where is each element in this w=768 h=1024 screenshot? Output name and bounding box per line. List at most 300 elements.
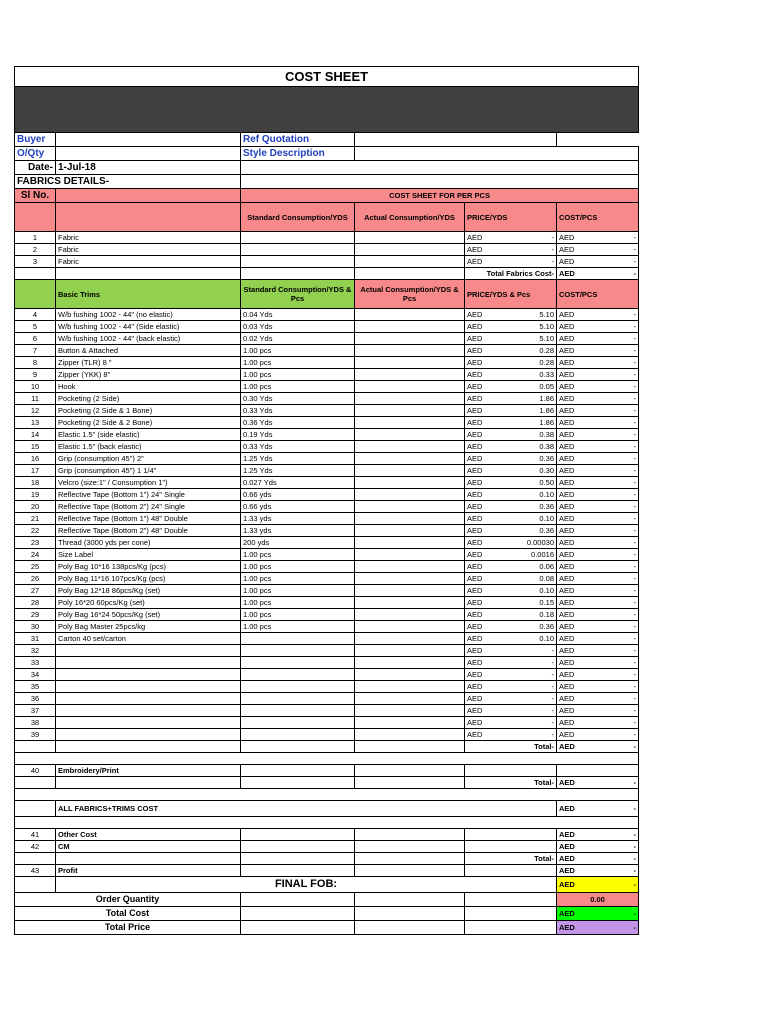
blank-cell: [241, 841, 355, 853]
cost-cell: [557, 256, 639, 268]
blank-cell: [355, 841, 465, 853]
currency-value: [559, 393, 636, 404]
total-fabrics-cost-value: [557, 268, 639, 280]
currency-value: [559, 803, 636, 814]
currency-label: AED: [467, 718, 483, 727]
blank-cell: [15, 853, 56, 865]
blank-cell: [56, 268, 241, 280]
currency-value: [467, 381, 554, 392]
trims-std-header: Standard Consumption/YDS & Pcs: [241, 280, 355, 309]
currency-value: [559, 369, 636, 380]
price-cell[interactable]: [465, 693, 557, 705]
std-consumption[interactable]: [241, 717, 355, 729]
act-consumption[interactable]: [355, 309, 465, 321]
item-name[interactable]: Other Cost: [56, 829, 241, 841]
currency-label: AED: [559, 923, 575, 932]
act-consumption[interactable]: [355, 244, 465, 256]
price-cell[interactable]: [465, 645, 557, 657]
act-consumption[interactable]: [355, 669, 465, 681]
row-number: 35: [15, 681, 56, 693]
ref-quotation-value[interactable]: [355, 133, 557, 147]
buyer-label: Buyer: [15, 133, 56, 147]
std-consumption[interactable]: 1.25 Yds: [241, 465, 355, 477]
price-cell[interactable]: [465, 453, 557, 465]
price-cell[interactable]: [465, 244, 557, 256]
act-consumption[interactable]: [355, 705, 465, 717]
currency-label: AED: [559, 742, 575, 751]
order-quantity-value[interactable]: 0.00: [557, 893, 639, 907]
currency-value: [559, 693, 636, 704]
currency-label: AED: [467, 490, 483, 499]
price-cell[interactable]: [465, 609, 557, 621]
std-consumption[interactable]: 0.30 Yds: [241, 393, 355, 405]
item-name[interactable]: [56, 729, 241, 741]
currency-label: AED: [559, 658, 575, 667]
item-name[interactable]: CM: [56, 841, 241, 853]
price-cell[interactable]: [465, 405, 557, 417]
item-name[interactable]: Zipper (TLR) 8 ": [56, 357, 241, 369]
std-consumption[interactable]: 1.00 pcs: [241, 561, 355, 573]
price-cell[interactable]: [465, 633, 557, 645]
act-consumption[interactable]: [355, 465, 465, 477]
trims-cost-header: COST/PCS: [557, 280, 639, 309]
std-consumption[interactable]: [241, 645, 355, 657]
act-consumption[interactable]: [355, 765, 465, 777]
blank-cell: [355, 777, 465, 789]
item-name[interactable]: Pocketing (2 Side & 2 Bone): [56, 417, 241, 429]
currency-value: [467, 513, 554, 524]
item-name[interactable]: Fabric: [56, 256, 241, 268]
item-name[interactable]: Poly Bag 12*18 86pcs/Kg (set): [56, 585, 241, 597]
amount-value: 0.38: [539, 442, 554, 451]
price-cell[interactable]: [465, 717, 557, 729]
price-cell[interactable]: [465, 477, 557, 489]
act-consumption[interactable]: [355, 369, 465, 381]
amount-value: -: [633, 346, 637, 355]
table-row: [15, 465, 639, 477]
amount-value: -: [633, 718, 637, 727]
cost-cell: [557, 693, 639, 705]
std-consumption[interactable]: 1.00 pcs: [241, 345, 355, 357]
price-cell[interactable]: [465, 597, 557, 609]
table-row: [15, 921, 639, 935]
price-cell[interactable]: [465, 681, 557, 693]
currency-label: AED: [559, 394, 575, 403]
row-number: 18: [15, 477, 56, 489]
act-consumption[interactable]: [355, 321, 465, 333]
act-consumption[interactable]: [355, 489, 465, 501]
currency-value: [559, 741, 636, 752]
buyer-value[interactable]: [56, 133, 241, 147]
act-consumption[interactable]: [355, 501, 465, 513]
date-value[interactable]: 1-Jul-18: [56, 161, 241, 175]
price-cell[interactable]: [465, 573, 557, 585]
std-consumption[interactable]: 0.66 yds: [241, 489, 355, 501]
item-name[interactable]: Poly Bag 11*16 107pcs/Kg (pcs): [56, 573, 241, 585]
price-cell[interactable]: [465, 513, 557, 525]
table-row: [15, 333, 639, 345]
table-row: [15, 705, 639, 717]
row-number: 19: [15, 489, 56, 501]
item-name[interactable]: Pocketing (2 Side & 1 Bone): [56, 405, 241, 417]
price-cell[interactable]: [465, 537, 557, 549]
cost-cell: [557, 381, 639, 393]
amount-value: 0.10: [539, 586, 554, 595]
amount-value: -: [633, 358, 637, 367]
act-consumption[interactable]: [355, 357, 465, 369]
item-name[interactable]: Poly 16*20 60pcs/Kg (set): [56, 597, 241, 609]
act-consumption[interactable]: [355, 645, 465, 657]
currency-value: [559, 573, 636, 584]
cost-cell: [557, 525, 639, 537]
act-consumption[interactable]: [355, 417, 465, 429]
item-name[interactable]: [56, 693, 241, 705]
currency-label: AED: [559, 358, 575, 367]
act-consumption[interactable]: [355, 573, 465, 585]
amount-value: -: [633, 730, 637, 739]
table-row: [15, 441, 639, 453]
item-name[interactable]: Zipper (YKK) 8": [56, 369, 241, 381]
currency-value: [559, 829, 636, 840]
price-cell[interactable]: [465, 585, 557, 597]
item-name[interactable]: Carton 40 set/carton: [56, 633, 241, 645]
price-cell[interactable]: [465, 669, 557, 681]
price-cell[interactable]: [465, 333, 557, 345]
profit-value: [557, 865, 639, 877]
price-cell[interactable]: [465, 561, 557, 573]
std-consumption[interactable]: 200 yds: [241, 537, 355, 549]
currency-value: [559, 357, 636, 368]
item-name[interactable]: Pocketing (2 Side): [56, 393, 241, 405]
act-consumption[interactable]: [355, 232, 465, 244]
row-number: 30: [15, 621, 56, 633]
std-consumption[interactable]: 1.00 pcs: [241, 369, 355, 381]
std-consumption[interactable]: [241, 681, 355, 693]
price-cell[interactable]: [465, 489, 557, 501]
std-consumption[interactable]: 1.33 yds: [241, 513, 355, 525]
std-consumption[interactable]: 1.00 pcs: [241, 597, 355, 609]
table-row: [15, 429, 639, 441]
amount-value: -: [633, 233, 637, 242]
price-cell[interactable]: [465, 309, 557, 321]
price-cell[interactable]: [465, 705, 557, 717]
table-row: [15, 717, 639, 729]
act-consumption[interactable]: [355, 633, 465, 645]
act-consumption[interactable]: [355, 333, 465, 345]
std-consumption[interactable]: [241, 693, 355, 705]
currency-value: [559, 669, 636, 680]
currency-label: AED: [467, 574, 483, 583]
currency-value: [467, 657, 554, 668]
price-cell[interactable]: [465, 369, 557, 381]
currency-value: [467, 429, 554, 440]
row-number: 11: [15, 393, 56, 405]
std-consumption[interactable]: 0.66 yds: [241, 501, 355, 513]
item-name[interactable]: Reflective Tape (Bottom 2") 24" Single: [56, 501, 241, 513]
item-name[interactable]: [56, 717, 241, 729]
other-total-value: [557, 853, 639, 865]
item-name[interactable]: Button & Attached: [56, 345, 241, 357]
blank-cell: [241, 777, 355, 789]
std-consumption[interactable]: 1.00 pcs: [241, 609, 355, 621]
currency-label: AED: [467, 334, 483, 343]
amount-value: -: [633, 502, 637, 511]
item-name[interactable]: W/b fushing 1002 - 44" (back elastic): [56, 333, 241, 345]
item-name[interactable]: W/b fushing 1002 - 44" (Side elastic): [56, 321, 241, 333]
amount-value: -: [633, 854, 637, 863]
item-name[interactable]: Reflective Tape (Bottom 1") 24" Single: [56, 489, 241, 501]
item-name[interactable]: Fabric: [56, 232, 241, 244]
item-name[interactable]: Velcro (size:1" / Consumption 1"): [56, 477, 241, 489]
cost-cell: [557, 585, 639, 597]
currency-value: [559, 453, 636, 464]
style-description-label: Style Description: [241, 147, 355, 161]
row-number: 13: [15, 417, 56, 429]
item-name[interactable]: [56, 645, 241, 657]
total-fabrics-cost-label: Total Fabrics Cost-: [465, 268, 557, 280]
amount-value: 1.86: [539, 406, 554, 415]
act-consumption[interactable]: [355, 729, 465, 741]
price-cell[interactable]: [465, 232, 557, 244]
currency-label: AED: [559, 322, 575, 331]
price-cell[interactable]: [465, 441, 557, 453]
act-consumption[interactable]: [355, 405, 465, 417]
other-total-label: Total-: [465, 853, 557, 865]
amount-value: 0.00030: [526, 538, 554, 547]
item-name[interactable]: Poly Bag 10*16 138pcs/Kg (pcs): [56, 561, 241, 573]
price-cell[interactable]: [465, 501, 557, 513]
currency-value: [559, 621, 636, 632]
currency-label: AED: [559, 670, 575, 679]
act-consumption[interactable]: [355, 717, 465, 729]
currency-label: AED: [559, 257, 575, 266]
std-consumption[interactable]: 1.00 pcs: [241, 549, 355, 561]
currency-value: [467, 621, 554, 632]
std-consumption[interactable]: [241, 705, 355, 717]
cost-cell: [557, 405, 639, 417]
blank-cell: [465, 829, 557, 841]
price-cell[interactable]: [465, 429, 557, 441]
price-cell[interactable]: [465, 549, 557, 561]
std-consumption[interactable]: 1.25 Yds: [241, 453, 355, 465]
act-consumption[interactable]: [355, 561, 465, 573]
currency-label: AED: [559, 478, 575, 487]
currency-value: [467, 645, 554, 656]
std-consumption[interactable]: [241, 729, 355, 741]
std-consumption[interactable]: [241, 657, 355, 669]
currency-value: [467, 669, 554, 680]
price-cell[interactable]: [465, 729, 557, 741]
currency-label: AED: [467, 646, 483, 655]
act-consumption[interactable]: [355, 381, 465, 393]
row-number: 24: [15, 549, 56, 561]
price-cell[interactable]: [465, 525, 557, 537]
amount-value: -: [633, 478, 637, 487]
act-consumption[interactable]: [355, 477, 465, 489]
std-consumption[interactable]: 0.19 Yds: [241, 429, 355, 441]
amount-value: -: [633, 322, 637, 331]
total-price-label: Total Price: [15, 921, 241, 935]
blank-cell: [56, 189, 241, 203]
std-consumption[interactable]: [241, 633, 355, 645]
amount-value: 0.50: [539, 478, 554, 487]
act-consumption[interactable]: [355, 681, 465, 693]
std-consumption[interactable]: 0.03 Yds: [241, 321, 355, 333]
price-cell[interactable]: [465, 765, 557, 777]
currency-value: [559, 717, 636, 728]
std-consumption[interactable]: 1.33 yds: [241, 525, 355, 537]
currency-value: [467, 525, 554, 536]
item-name[interactable]: Elastic 1.5" (side elastic): [56, 429, 241, 441]
act-consumption[interactable]: [355, 453, 465, 465]
table-row: [15, 753, 639, 765]
table-row: [15, 609, 639, 621]
std-consumption[interactable]: [241, 232, 355, 244]
item-name[interactable]: Grip (consumption 45") 1 1/4": [56, 465, 241, 477]
std-consumption[interactable]: 0.027 Yds: [241, 477, 355, 489]
currency-label: AED: [559, 382, 575, 391]
act-consumption[interactable]: [355, 549, 465, 561]
currency-label: AED: [467, 502, 483, 511]
price-cell[interactable]: [465, 657, 557, 669]
std-consumption[interactable]: [241, 765, 355, 777]
price-cell[interactable]: [465, 345, 557, 357]
item-name[interactable]: [56, 705, 241, 717]
cost-cell: [557, 417, 639, 429]
item-name[interactable]: [56, 657, 241, 669]
std-consumption[interactable]: 1.00 pcs: [241, 573, 355, 585]
row-number: 8: [15, 357, 56, 369]
item-name[interactable]: Reflective Tape (Bottom 1") 48" Double: [56, 513, 241, 525]
act-consumption[interactable]: [355, 441, 465, 453]
item-name[interactable]: Profit: [56, 865, 241, 877]
cost-cell: [557, 717, 639, 729]
currency-value: [559, 777, 636, 788]
std-consumption[interactable]: [241, 244, 355, 256]
cost-cell: [557, 309, 639, 321]
act-consumption[interactable]: [355, 256, 465, 268]
price-cell[interactable]: [465, 256, 557, 268]
price-cell[interactable]: [465, 465, 557, 477]
act-consumption[interactable]: [355, 657, 465, 669]
table-row: [15, 741, 639, 753]
amount-value: -: [633, 880, 637, 889]
act-consumption[interactable]: [355, 345, 465, 357]
std-consumption[interactable]: 0.33 Yds: [241, 441, 355, 453]
item-name[interactable]: Fabric: [56, 244, 241, 256]
amount-value: 0.0016: [531, 550, 554, 559]
item-name[interactable]: W/b fushing 1002 - 44" (no elastic): [56, 309, 241, 321]
price-cell[interactable]: [465, 321, 557, 333]
item-name[interactable]: [56, 669, 241, 681]
qty-value[interactable]: [56, 147, 241, 161]
amount-value: -: [633, 706, 637, 715]
act-consumption[interactable]: [355, 525, 465, 537]
act-consumption[interactable]: [355, 693, 465, 705]
item-name[interactable]: Embroidery/Print: [56, 765, 241, 777]
row-number: 23: [15, 537, 56, 549]
std-consumption[interactable]: 0.02 Yds: [241, 333, 355, 345]
cost-cell: [557, 621, 639, 633]
act-consumption[interactable]: [355, 429, 465, 441]
act-consumption[interactable]: [355, 513, 465, 525]
std-consumption[interactable]: 0.04 Yds: [241, 309, 355, 321]
price-cell[interactable]: [465, 357, 557, 369]
price-cell[interactable]: [465, 381, 557, 393]
act-consumption[interactable]: [355, 585, 465, 597]
act-consumption[interactable]: [355, 609, 465, 621]
blank-cell: [465, 907, 557, 921]
amount-value: -: [633, 442, 637, 451]
table-row: [15, 681, 639, 693]
std-consumption[interactable]: 1.00 pcs: [241, 381, 355, 393]
std-consumption[interactable]: 0.33 Yds: [241, 405, 355, 417]
currency-label: AED: [559, 346, 575, 355]
std-consumption[interactable]: 1.00 pcs: [241, 585, 355, 597]
table-row: [15, 801, 639, 817]
currency-label: AED: [559, 880, 575, 889]
std-consumption[interactable]: 1.00 pcs: [241, 357, 355, 369]
currency-label: AED: [559, 562, 575, 571]
item-name[interactable]: Grip (consumption 45") 2": [56, 453, 241, 465]
currency-value: [467, 585, 554, 596]
blank-cell: [355, 829, 465, 841]
trims-act-header: Actual Consumption/YDS & Pcs: [355, 280, 465, 309]
currency-label: AED: [467, 562, 483, 571]
std-consumption[interactable]: [241, 256, 355, 268]
std-consumption[interactable]: 1.00 pcs: [241, 621, 355, 633]
amount-value: 1.86: [539, 418, 554, 427]
item-name[interactable]: Elastic 1.5" (back elastic): [56, 441, 241, 453]
amount-value: -: [633, 804, 637, 813]
act-consumption[interactable]: [355, 597, 465, 609]
cost-cell: [557, 441, 639, 453]
item-name[interactable]: Thread (3000 yds per cone): [56, 537, 241, 549]
price-cell[interactable]: [465, 393, 557, 405]
item-name[interactable]: Reflective Tape (Bottom 2") 48" Double: [56, 525, 241, 537]
item-name[interactable]: Size Label: [56, 549, 241, 561]
amount-value: 0.28: [539, 358, 554, 367]
item-name[interactable]: [56, 681, 241, 693]
std-consumption[interactable]: 0.36 Yds: [241, 417, 355, 429]
row-number: 3: [15, 256, 56, 268]
amount-value: -: [633, 694, 637, 703]
amount-value: 0.06: [539, 562, 554, 571]
currency-value: [467, 693, 554, 704]
item-name[interactable]: Poly Bag Master 25pcs/kg: [56, 621, 241, 633]
currency-label: AED: [467, 442, 483, 451]
currency-value: [467, 321, 554, 332]
price-cell[interactable]: [465, 417, 557, 429]
style-description-value[interactable]: [355, 147, 639, 161]
std-consumption[interactable]: [241, 669, 355, 681]
item-name[interactable]: Hook: [56, 381, 241, 393]
currency-value: [467, 717, 554, 728]
currency-label: AED: [467, 694, 483, 703]
currency-label: AED: [559, 574, 575, 583]
table-row: [15, 669, 639, 681]
act-consumption[interactable]: [355, 537, 465, 549]
currency-label: AED: [467, 634, 483, 643]
table-row: [15, 369, 639, 381]
item-name[interactable]: Poly Bag 16*24 50pcs/Kg (set): [56, 609, 241, 621]
act-consumption[interactable]: [355, 621, 465, 633]
currency-value: [467, 549, 554, 560]
row-number: 42: [15, 841, 56, 853]
currency-label: AED: [467, 682, 483, 691]
price-cell[interactable]: [465, 621, 557, 633]
act-consumption[interactable]: [355, 393, 465, 405]
